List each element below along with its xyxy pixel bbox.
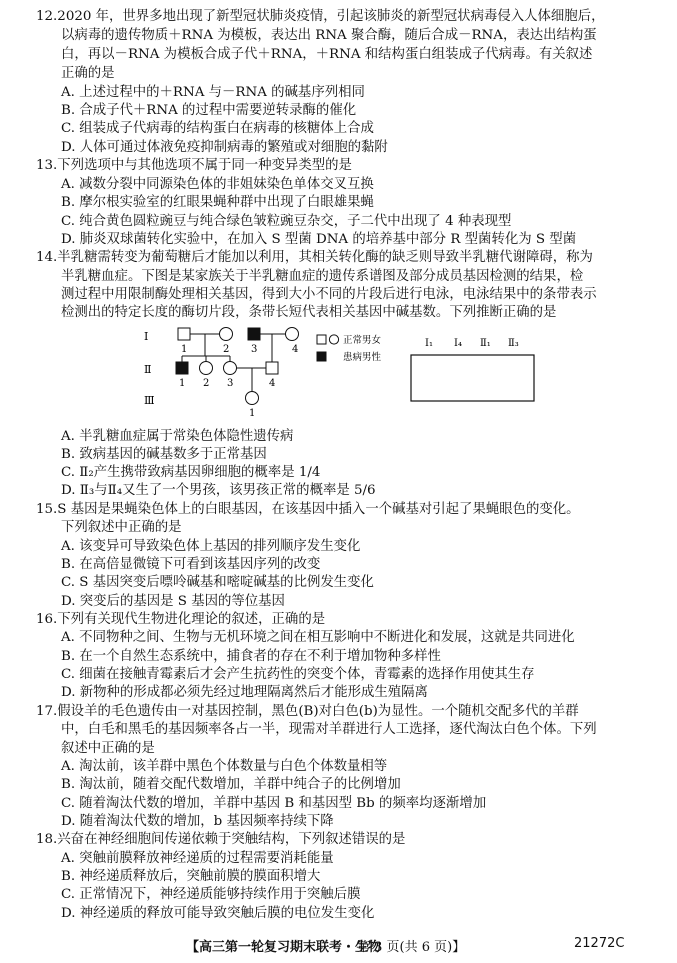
- legend-normal-male-symbol: [317, 335, 326, 344]
- question-14-stem-line-3: 测过程中用限制酶处理相关基因，得到大小不同的片段后进行电泳，电泳结果中的条带表示: [61, 287, 597, 302]
- question-17-stem-line-3: 叙述中正确的是: [61, 741, 155, 756]
- question-12-stem-line-4: 正确的是: [61, 66, 115, 81]
- footer-exam-code: 21272C: [574, 936, 625, 951]
- question-16-option-c: C. 细菌在接触青霉素后才会产生抗药性的突变个体，青霉素的选择作用使其生存: [61, 667, 535, 682]
- legend-normal-label: 正常男女: [343, 335, 382, 346]
- pedigree-II2-number: 2: [203, 378, 210, 389]
- question-13-option-c: C. 纯合黄色圆粒豌豆与纯合绿色皱粒豌豆杂交，子二代中出现了 4 种表现型: [61, 214, 512, 229]
- pedigree-II3-normal-female: [224, 362, 237, 375]
- question-16-option-b: B. 在一个自然生态系统中，捕食者的存在不利于增加物种多样性: [61, 649, 441, 664]
- question-12-option-c: C. 组装成子代病毒的结构蛋白在病毒的核糖体上合成: [61, 121, 374, 136]
- question-16-stem: 16.下列有关现代生物进化理论的叙述，正确的是: [36, 612, 326, 627]
- question-18-option-d: D. 神经递质的释放可能导致突触后膜的电位发生变化: [61, 906, 375, 921]
- gel-lane-label-I4: Ⅰ₄: [454, 338, 462, 349]
- question-14-option-a: A. 半乳糖血症属于常染色体隐性遗传病: [61, 429, 294, 444]
- gel-lane-label-II1: Ⅱ₁: [480, 338, 491, 349]
- pedigree-II1-affected-male: [176, 362, 188, 374]
- question-18-option-b: B. 神经递质释放后，突触前膜的膜面积增大: [61, 869, 321, 884]
- pedigree-I4-number: 4: [292, 344, 299, 355]
- question-16-option-d: D. 新物种的形成都必须先经过地理隔离然后才能形成生殖隔离: [61, 685, 428, 700]
- legend-normal-female-symbol: [329, 335, 338, 344]
- question-15-option-d: D. 突变后的基因是 S 基因的等位基因: [61, 594, 285, 609]
- pedigree-I1-number: 1: [181, 344, 188, 355]
- question-15-stem-line-2: 下列叙述中正确的是: [61, 520, 182, 535]
- pedigree-and-gel-figure: [140, 322, 540, 422]
- question-13-stem: 13.下列选项中与其他选项不属于同一种变异类型的是: [36, 158, 352, 173]
- gel-box: [411, 355, 534, 401]
- gel-lane-label-II3: Ⅱ₃: [508, 338, 519, 349]
- pedigree-I4-normal-female: [286, 328, 299, 341]
- question-17-option-c: C. 随着淘汰代数的增加，羊群中基因 B 和基因型 Bb 的频率均逐渐增加: [61, 796, 487, 811]
- question-13-option-b: B. 摩尔根实验室的红眼果蝇种群中出现了白眼雄果蝇: [61, 195, 374, 210]
- question-12-stem-line-1: 12.2020 年，世界多地出现了新型冠状肺炎疫情，引起该肺炎的新型冠状病毒侵入人体细胞后，: [36, 9, 605, 24]
- question-14-option-b: B. 致病基因的碱基数多于正常基因: [61, 447, 267, 462]
- footer-exam-title: 【高三第一轮复习期末联考・生物: [186, 940, 382, 955]
- pedigree-II2-normal-female: [200, 362, 213, 375]
- question-14-stem-line-4: 检测出的特定长度的酶切片段，条带长短代表相关基因中碱基数。下列推断正确的是: [61, 305, 557, 320]
- pedigree-II4-normal-male: [266, 362, 278, 374]
- pedigree-III1-normal-female: [246, 392, 259, 405]
- generation-label-2: Ⅱ: [144, 363, 152, 376]
- question-17-option-d: D. 随着淘汰代数的增加，b 基因频率持续下降: [61, 814, 334, 829]
- pedigree-I1-normal-male: [178, 328, 190, 340]
- legend-affected-male-symbol: [317, 352, 326, 361]
- legend-affected-label: 患病男性: [343, 352, 382, 363]
- pedigree-II3-number: 3: [227, 378, 234, 389]
- question-14-stem-line-2: 半乳糖血症。下图是某家族关于半乳糖血症的遗传系谱图及部分成员基因检测的结果，检: [61, 269, 584, 284]
- question-18-option-a: A. 突触前膜释放神经递质的过程需要消耗能量: [61, 851, 334, 866]
- question-18-stem: 18.兴奋在神经细胞间传递依赖于突触结构，下列叙述错误的是: [36, 832, 406, 847]
- question-17-option-b: B. 淘汰前，随着交配代数增加，羊群中纯合子的比例增加: [61, 777, 401, 792]
- question-13-option-d: D. 肺炎双球菌转化实验中，在加入 S 型菌 DNA 的培养基中部分 R 型菌转化为 S 型菌: [61, 232, 577, 247]
- question-12-stem-line-2: 以病毒的遗传物质＋RNA 为模板，表达出 RNA 聚合酶，随后合成－RNA，表达出结构蛋: [61, 28, 597, 43]
- gel-lane-label-I1: Ⅰ₁: [425, 338, 433, 349]
- question-15-option-b: B. 在高倍显微镜下可看到该基因序列的改变: [61, 557, 321, 572]
- question-12-option-d: D. 人体可通过体液免疫抑制病毒的繁殖或对细胞的黏附: [61, 140, 388, 155]
- footer-page-number: 第 3 页(共 6 页)】: [357, 940, 466, 955]
- pedigree-II4-number: 4: [269, 378, 276, 389]
- generation-label-1: Ⅰ: [144, 330, 149, 343]
- generation-label-3: Ⅲ: [144, 394, 155, 407]
- pedigree-III1-number: 1: [249, 408, 256, 419]
- question-12-stem-line-3: 白，再以－RNA 为模板合成子代＋RNA，＋RNA 和结构蛋白组装成子代病毒。有关叙述: [61, 47, 593, 62]
- question-15-option-a: A. 该变异可导致染色体上基因的排列顺序发生变化: [61, 539, 361, 554]
- question-17-stem-line-1: 17.假设羊的毛色遗传由一对基因控制，黑色(B)对白色(b)为显性。一个随机交配多代的羊群: [36, 704, 579, 719]
- question-14-option-d: D. Ⅱ₃与Ⅱ₄又生了一个男孩，该男孩正常的概率是 5/6: [61, 483, 376, 498]
- pedigree-I3-affected-male: [248, 328, 260, 340]
- question-16-option-a: A. 不同物种之间、生物与无机环境之间在相互影响中不断进化和发展，这就是共同进化: [61, 630, 575, 645]
- question-14-stem-line-1: 14.半乳糖需转变为葡萄糖后才能加以利用，其相关转化酶的缺乏则导致半乳糖代谢障碍，称为: [36, 250, 593, 265]
- question-13-option-a: A. 减数分裂中同源染色体的非姐妹染色单体交叉互换: [61, 177, 374, 192]
- question-14-option-c: C. Ⅱ₂产生携带致病基因卵细胞的概率是 1/4: [61, 465, 321, 480]
- question-12-option-b: B. 合成子代＋RNA 的过程中需要逆转录酶的催化: [61, 103, 357, 118]
- question-18-option-c: C. 正常情况下，神经递质能够持续作用于突触后膜: [61, 887, 361, 902]
- pedigree-I2-normal-female: [220, 328, 233, 341]
- question-15-option-c: C. S 基因突变后嘌呤碱基和嘧啶碱基的比例发生变化: [61, 575, 374, 590]
- question-17-option-a: A. 淘汰前，该羊群中黑色个体数量与白色个体数量相等: [61, 759, 388, 774]
- question-17-stem-line-2: 中，白毛和黑毛的基因频率各占一半，现需对羊群进行人工选择，逐代淘汰白色个体。下列: [61, 722, 597, 737]
- question-15-stem-line-1: 15.S 基因是果蝇染色体上的白眼基因，在该基因中插入一个碱基对引起了果蝇眼色的变化。: [36, 502, 580, 517]
- pedigree-I2-number: 2: [223, 344, 230, 355]
- question-12-option-a: A. 上述过程中的＋RNA 与－RNA 的碱基序列相同: [61, 85, 365, 100]
- pedigree-II1-number: 1: [179, 378, 186, 389]
- pedigree-I3-number: 3: [251, 344, 258, 355]
